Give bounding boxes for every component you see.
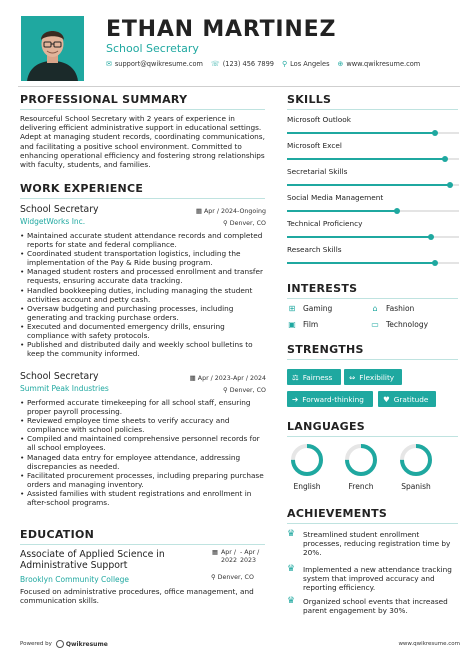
skill-item [287,167,459,176]
pin-icon: ⚲ [222,386,228,394]
achievement-item: ♛ Organized school events that increased parent engagement by 30%. [287,596,448,616]
location-icon: ⚲ [281,60,288,68]
candidate-role: School Secretary [106,42,199,55]
skill-bar-fill [287,210,397,212]
skill-label: Technical Proficiency [287,219,363,228]
profile-photo [21,16,84,81]
skill-bar [287,210,459,212]
language-item [282,443,332,491]
degree-title: Associate of Applied Science in Administrative Support [20,549,165,571]
achievement-item: ♛ Implemented a new attendance tracking system that improved accuracy and reporting efficiency. [287,564,452,593]
list-item: • Facilitated procurement processes, including preparing purchase orders and managing inventory. [20,471,268,489]
skill-item [287,219,459,228]
skill-label: Research Skills [287,245,342,254]
footer-website-link[interactable]: www.qwikresume.com [398,641,460,647]
education-text: Focused on administrative procedures, office management, and communication skills. [20,587,254,606]
mail-icon: ✉ [106,60,112,68]
skill-bar [287,132,459,134]
list-item: • Managed student rosters and processed enrollment and transfer requests, ensuring accurate data tracking. [20,267,268,285]
list-item: • Performed accurate timekeeping for all school staff, ensuring proper payroll processing. [20,398,268,416]
achievement-item: ♛ Streamlined student enrollment processes, reducing registration time by 20%. [287,529,451,558]
skill-bar-fill [287,158,445,160]
skill-item [287,245,459,254]
pin-icon: ⚲ [211,574,216,581]
achievements-heading: ACHIEVEMENTS [287,507,458,524]
job-title: School Secretary [20,204,99,215]
list-item: • Compiled and maintained comprehensive personnel records for all school employees. [20,434,268,452]
calendar-icon: ▦ [212,549,218,556]
list-item: • Executed and documented emergency drills, ensuring compliance with safety protocols. [20,322,268,340]
experience-heading: WORK EXPERIENCE [20,182,265,199]
skill-bar-fill [287,184,450,186]
contact-bar [106,60,420,68]
interest-item: ⌂ Fashion [370,304,414,313]
job-bullets [20,398,268,507]
summary-text: Resourceful School Secretary with 2 years of experience in delivering efficient administrative support in educational settings. Adept at managing student records, coordinating communications, and facilitating a positive school environment. Committed to enhancing operational efficiency and fostering strong relationships with faculty, students, and families. [20,114,265,170]
school-name: Brooklyn Community College [20,575,130,584]
skill-bar [287,158,459,160]
list-item: • Coordinated student transportation logistics, including the implementation of the Pay & Ride busing program. [20,249,268,267]
language-item [336,443,386,491]
language-label: Spanish [401,482,431,491]
strength-tag: ⇔ Flexibility [344,369,402,385]
strength-tag: ♥ Gratitude [378,391,436,407]
languages-heading: LANGUAGES [287,420,458,437]
skill-bar [287,236,459,238]
skill-knob [394,208,400,214]
list-item: • Published and distributed daily and weekly school bulletins to keep the community informed. [20,340,268,358]
language-item [391,443,441,491]
skills-heading: SKILLS [287,93,458,110]
candidate-name: ETHAN MARTINEZ [106,17,337,42]
arrows-icon: ⇔ [349,372,356,382]
education-location: ⚲ Denver, CO [211,574,254,581]
trophy-icon: ♛ [287,564,296,574]
powered-by: Powered by Qwikresume [20,640,108,648]
arrow-right-icon: ➔ [292,394,299,404]
list-item: • Handled bookkeeping duties, including managing the student activities account and petty cash. [20,286,268,304]
job-dates: ▦ Apr / 2023-Apr / 2024 [189,374,266,382]
skill-item [287,141,459,150]
header-divider [18,86,460,87]
gamepad-icon: ⊞ [288,304,296,313]
language-label: French [348,482,374,491]
list-item: • Reviewed employee time sheets to verify accuracy and compliance with school policies. [20,416,268,434]
skill-label: Social Media Management [287,193,384,202]
phone-icon: ☏ [210,60,220,68]
film-icon: ▣ [288,320,296,329]
laptop-icon: ▭ [371,320,379,329]
strength-tag: ⚖ Fairness [287,369,341,385]
contact-email[interactable]: ✉ support@qwikresume.com [106,60,203,68]
skill-knob [447,182,453,188]
skill-bar-fill [287,236,431,238]
qwikresume-logo[interactable]: Qwikresume [56,640,108,648]
globe-icon: ⊕ [337,60,344,68]
contact-location: ⚲ Los Angeles [281,60,330,68]
language-ring [399,443,433,477]
strengths-heading: STRENGTHS [287,343,458,360]
interest-item: ⊞ Gaming [288,304,333,313]
trophy-icon: ♛ [287,529,296,539]
language-ring [290,443,324,477]
skill-bar-fill [287,132,435,134]
job-location: ⚲ Denver, CO [222,219,266,227]
heart-icon: ♥ [383,394,390,404]
job-title: School Secretary [20,371,99,382]
list-item: • Managed data entry for employee attendance, addressing discrepancies as needed. [20,453,268,471]
list-item: • Maintained accurate student attendance records and completed reports for state and federal compliance. [20,231,268,249]
strength-tag: ➔ Forward-thinking [287,391,373,407]
summary-heading: PROFESSIONAL SUMMARY [20,93,265,110]
interests-heading: INTERESTS [287,282,458,299]
job-company: WidgetWorks Inc. [20,217,86,226]
skill-knob [428,234,434,240]
contact-website[interactable]: ⊕ www.qwikresume.com [337,60,421,68]
balance-scale-icon: ⚖ [292,372,299,382]
interest-item: ▣ Film [288,320,319,329]
q-logo-icon [56,640,64,648]
trophy-icon: ♛ [287,596,296,606]
skill-knob [432,260,438,266]
skill-label: Microsoft Excel [287,141,342,150]
skill-knob [442,156,448,162]
skill-item [287,115,459,124]
list-item: • Oversaw budgeting and purchasing processes, including generating and tracking purchase orders. [20,304,268,322]
contact-phone[interactable]: ☏ (123) 456 7899 [210,60,274,68]
skill-label: Microsoft Outlook [287,115,351,124]
skill-bar-fill [287,262,435,264]
skill-bar [287,184,459,186]
job-bullets [20,231,268,358]
job-dates: ▦ Apr / 2024-Ongoing [195,207,266,215]
footer [20,640,460,648]
hanger-icon: ⌂ [372,304,378,313]
education-dates: ▦ Apr / 2022 - Apr / 2023 [212,549,260,564]
pin-icon: ⚲ [222,219,228,227]
interest-item: ▭ Technology [371,320,429,329]
job-location: ⚲ Denver, CO [222,386,266,394]
language-ring [344,443,378,477]
calendar-icon: ▦ [189,374,196,382]
skill-item [287,193,459,202]
language-label: English [293,482,321,491]
skill-knob [432,130,438,136]
calendar-icon: ▦ [195,207,202,215]
job-company: Summit Peak Industries [20,384,109,393]
skill-label: Secretarial Skills [287,167,348,176]
education-heading: EDUCATION [20,528,265,545]
list-item: • Assisted families with student registrations and enrollment in after-school programs. [20,489,268,507]
skill-bar [287,262,459,264]
